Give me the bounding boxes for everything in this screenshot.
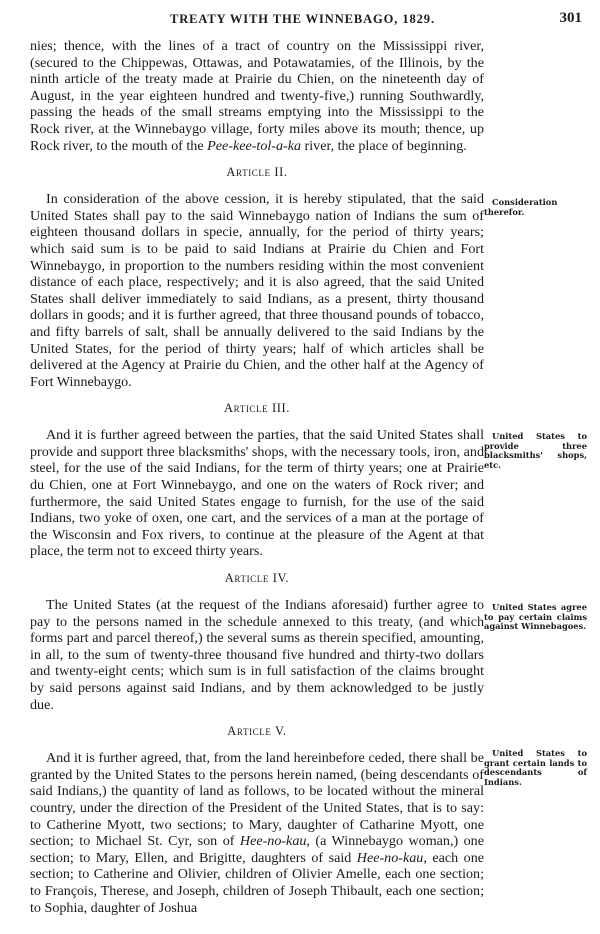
article-5-name-1: Hee-no-kau xyxy=(239,833,307,850)
margin-note-land-grants: United States to grant certain lands to descendants of Indians. xyxy=(484,748,587,787)
margin-note-consideration: Consideration therefor. xyxy=(484,197,558,217)
intro-paragraph xyxy=(30,38,484,154)
article-4-heading: Article IV. xyxy=(224,571,290,586)
article-5-heading: Article V. xyxy=(227,724,287,739)
intro-text-b: river, the place of beginning. xyxy=(301,137,467,154)
article-2-text: In consideration of the above cession, it is hereby stipulated, that the said United States shall pay to the said Winnebaygo nation of Indians the sum of eighteen thousand dollars in specie, annually, for the period of thirty years; which said sum is to be paid to said Indians at Prairie du Chien and Fort Winnebaygo, in proportion to the numbers residing within the most convenient distance of each place, respectively; and it is also agreed, that the said United States shall deliver immediately to said Indians, as a present, thirty thousand dollars in goods; and it is further agreed, that three thousand pounds of tobacco, and fifty barrels of salt, shall be annually delivered to the said Indians by the United States, for the period of thirty years; half of which articles shall be delivered at the Agency at Prairie du Chien, and the other half at the Agency of Fort Winnebaygo. xyxy=(30,191,484,390)
intro-text-a: nies; thence, with the lines of a tract of country on the Mississippi river, (secured to the Chippewas, Ottawas, and Potawatamies, of the Illinois, by the ninth article of the treaty made at Prairie du Chien, on the nineteenth day of August, in the year eighteen hundred and twenty-five,) running Southwardly, passing the heads of the small streams emptying into the Mississippi to the Rock river, at the Winnebaygo village, forty miles above its mouth; thence, up Rock river, to the mouth of the xyxy=(30,38,484,154)
margin-note-claims: United States agree to pay certain claims against Winnebagoes. xyxy=(484,602,587,632)
page-number: 301 xyxy=(559,10,582,26)
article-4-text: The United States (at the request of the Indians aforesaid) further agree to pay to the persons named in the schedule annexed to this treaty, (and which forms part and parcel thereof,) the several sums as therein specified, amounting, in all, to the sum of twenty-three thousand five hundred and thirty-two dollars and twenty-eight cents; which sum is in full satisfaction of the claims brought by said persons against said Indians, and by them acknowledged to be justly due. xyxy=(30,597,484,713)
body-column xyxy=(30,38,484,916)
article-2-heading: Article II. xyxy=(226,165,288,180)
margin-note-blacksmiths: United States to provide three blacksmiths' shops, etc. xyxy=(484,431,587,470)
article-5-text: And it is further agreed, that, from the land hereinbefore ceded, there shall be granted by the United States to the persons herein named, (being descendants of said Indians,) the quantity of land as follows, to be located without the mineral country, under the direction of the President of the United States, that is to say: to Catherine Myott, two sections; to Mary, daughter of Catharine Myott, one section; to Michael St. Cyr, son of Hee-no-kau, (a Winnebaygo woman,) one section; to Mary, Ellen, and Brigitte, daughters of said Hee-no-kau, each one section; to Catherine and Olivier, children of Olivier Amelle, each one section; to François, Therese, and Joseph, children of Joseph Thibault, each one section; to Sophia, daughter of Joshua xyxy=(30,750,484,916)
article-3-text: And it is further agreed between the parties, that the said United States shall provide and support three blacksmiths' shops, with the necessary tools, iron, and steel, for the use of the said Indians, for the term of thirty years; one at Prairie du Chien, one at Fort Winnebaygo, and one on the waters of Rock river; and furthermore, the said United States engage to furnish, for the use of the said Indians, two yoke of oxen, one cart, and the services of a man at the portage of the Wisconsin and Fox rivers, to continue at the pleasure of the Agent at that place, the term not to exceed thirty years. xyxy=(30,427,484,560)
running-title: TREATY WITH THE WINNEBAGO, 1829. xyxy=(170,12,435,26)
intro-place-name: Pee-kee-tol-a-ka xyxy=(207,137,302,154)
article-5-name-2: Hee-no-kau xyxy=(356,849,424,866)
article-3-heading: Article III. xyxy=(224,401,290,416)
running-head xyxy=(0,12,600,30)
